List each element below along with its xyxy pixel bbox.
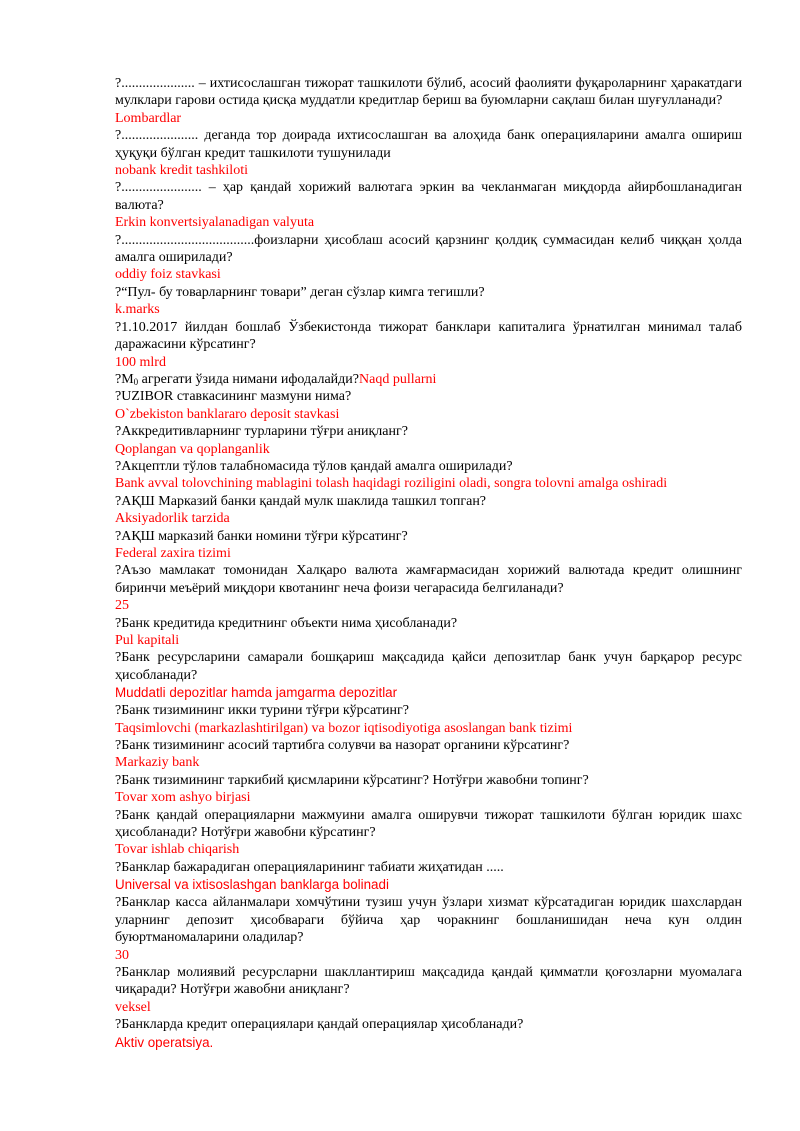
qa-item xyxy=(115,807,742,859)
qa-item xyxy=(115,388,742,423)
answer-text: Aksiyadorlik tarzida xyxy=(115,511,230,527)
qa-item xyxy=(115,737,742,772)
qa-item xyxy=(115,232,742,284)
question-text: ?Банк ресурсларини самарали бошқариш мақсадида қайси депозитлар банк учун барқарор ресурс ҳисобланади? xyxy=(115,650,742,683)
question-text: ?Банк тизимининг таркибий қисмларини кўрсатинг? Нотўғри жавобни топинг? xyxy=(115,772,589,788)
qa-item xyxy=(115,423,742,458)
answer-text: oddiy foiz stavkasi xyxy=(115,267,221,283)
question-prefix: ?M xyxy=(115,371,134,387)
question-text: ?АҚШ Марказий банки қандай мулк шаклида ташкил топган? xyxy=(115,493,487,509)
answer-text: 25 xyxy=(115,598,129,614)
question-text: ?1.10.2017 йилдан бошлаб Ўзбекистонда тижорат банклари капиталига ўрнатилган минимал талаб даражасини кўрсатинг? xyxy=(115,319,742,353)
answer-text: 100 mlrd xyxy=(115,354,166,370)
question-text: ?Банкларда кредит операциялари қандай операциялар ҳисобланади? xyxy=(115,1017,524,1033)
qa-item xyxy=(115,615,742,650)
question-text: ?......................................фоизларни ҳисоблаш асосий қарзнинг қолдиқ суммасидан келиб чиққан ҳолда амалга оширилади? xyxy=(115,232,742,266)
qa-item xyxy=(115,528,742,563)
answer-text: Qoplangan va qoplanganlik xyxy=(115,441,270,457)
answer-text: Pul kapitali xyxy=(115,633,180,648)
qa-item xyxy=(115,319,742,371)
question-text: ?АҚШ марказий банки номини тўғри кўрсатинг? xyxy=(115,528,408,544)
qa-item xyxy=(115,772,742,807)
question-text: ?Банк қандай операцияларни мажмуини амалга оширувчи тижорат ташкилоти бўлган юридик шахс ҳисобланади? Нотўғри жавобни кўрсатинг? xyxy=(115,807,742,841)
answer-text: Taqsimlovchi (markazlashtirilgan) va bozor iqtisodiyotiga asoslangan bank tizimi xyxy=(115,720,573,736)
answer-text: Federal zaxira tizimi xyxy=(115,545,231,561)
question-text: ?..................... – ихтисослашган тижорат ташкилоти бўлиб, асосий фаолияти фуқароларнинг ҳаракатдаги мулклари гарови остида қисқа муддатли кредитлар бериш ва буюмларни сақлаш билан шуғулланади? xyxy=(115,76,742,109)
qa-item xyxy=(115,702,742,737)
qa-item xyxy=(115,859,742,894)
qa-item xyxy=(115,894,742,964)
answer-text: Universal va ixtisoslashgan banklarga bolinadi xyxy=(115,877,389,893)
qa-item xyxy=(115,179,742,231)
question-text: ?....................... – ҳар қандай хорижий валютага эркин ва чекланмаган миқдорда айирбошланадиган валюта? xyxy=(115,180,742,213)
question-text xyxy=(115,371,742,388)
subscript: 0 xyxy=(133,376,139,387)
question-text: ?Банк тизимининг асосий тартибга солувчи ва назорат органини кўрсатинг? xyxy=(115,738,570,754)
qa-item xyxy=(115,493,742,528)
answer-text: Markaziy bank xyxy=(115,755,200,771)
qa-item xyxy=(115,964,742,1016)
answer-text: Bank avval tolovchining mablagini tolash haqidagi roziligini oladi, songra tolovni amalga oshiradi xyxy=(115,476,668,492)
qa-item xyxy=(115,127,742,179)
qa-item xyxy=(115,75,742,127)
answer-text: Lombardlar xyxy=(115,110,182,126)
question-text: ?Аъзо мамлакат томонидан Халқаро валюта жамғармасидан хорижий валютада кредит олишнинг биринчи меъёрий миқдори квотанинг неча фоизи чегарасида белгиланади? xyxy=(115,563,742,596)
question-text: ?Банк тизимининг икки турини тўғри кўрсатинг? xyxy=(115,703,409,719)
qa-item xyxy=(115,458,742,493)
question-text: ?Акцептли тўлов талабномасида тўлов қандай амалга оширилади? xyxy=(115,458,513,474)
answer-text: Naqd pullarni xyxy=(359,371,437,387)
question-text: ?Аккредитивларнинг турларини тўғри аниқланг? xyxy=(115,424,408,440)
question-text: ?UZIBOR ставкасининг мазмуни нима? xyxy=(115,389,352,405)
answer-text: nobank kredit tashkiloti xyxy=(115,163,248,179)
question-text: ?“Пул- бу товарларнинг товари” деган сўзлар кимга тегишли? xyxy=(115,284,485,300)
answer-text: Tovar ishlab chiqarish xyxy=(115,842,240,858)
qa-item xyxy=(115,284,742,319)
question-text: ?Банклар бажарадиган операцияларининг табиати жиҳатидан ..... xyxy=(115,859,504,875)
answer-text: Muddatli depozitlar hamda jamgarma depozitlar xyxy=(115,685,398,701)
qa-item xyxy=(115,371,742,388)
question-text: ?...................... деганда тор доирада ихтисослашган ва алоҳида банк операцияларини амалга ошириш ҳуқуқи бўлган кредит ташкилоти тушунилади xyxy=(115,128,742,161)
answer-text: Erkin konvertsiyalanadigan valyuta xyxy=(115,215,315,231)
qa-item xyxy=(115,562,742,614)
question-text: ?Банк кредитида кредитнинг объекти нима ҳисобланади? xyxy=(115,615,458,631)
answer-text: veksel xyxy=(115,999,151,1015)
answer-text: Tovar xom ashyo birjasi xyxy=(115,790,251,806)
question-text: ?Банклар касса айланмалари хомчўтини тузиш учун ўзлари хизмат кўрсатадиган юридик шахслардан уларнинг депозит ҳисобвараги бўйича ҳар чоракнинг бошланишидан неча кун олдин буюртманомаларини оладилар? xyxy=(115,895,742,946)
qa-item xyxy=(115,1016,742,1051)
answer-text: k.marks xyxy=(115,302,160,318)
answer-text: 30 xyxy=(115,947,129,963)
answer-text: Aktiv operatsiya. xyxy=(115,1034,214,1050)
question-text: ?Банклар молиявий ресурсларни шакллантириш мақсадида қандай қимматли қоғозларни муомалага чиқаради? Нотўғри жавобни аниқланг? xyxy=(115,964,742,998)
answer-text: O`zbekiston banklararo deposit stavkasi xyxy=(115,406,340,422)
document-page xyxy=(115,75,742,1052)
question-suffix: агрегати ўзида нимани ифодалайди? xyxy=(138,371,359,387)
qa-item xyxy=(115,649,742,702)
